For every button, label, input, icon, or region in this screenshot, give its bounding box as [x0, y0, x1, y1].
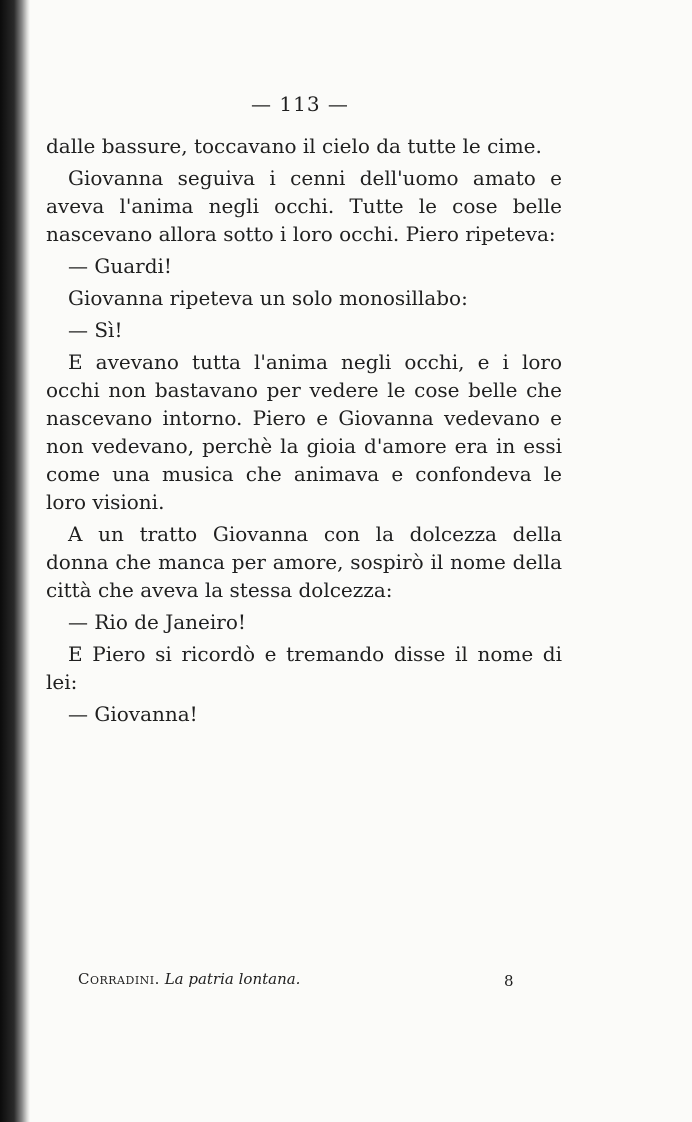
paragraph-10: — Giovanna!	[68, 702, 198, 726]
footer-citation	[78, 970, 528, 988]
paragraph-4: Giovanna ripeteva un solo monosillabo:	[68, 286, 468, 310]
footer-title: La patria lontana.	[164, 970, 301, 988]
body-text	[46, 132, 562, 728]
page-number: — 113 —	[251, 92, 349, 116]
signature-mark: 8	[504, 972, 514, 990]
book-spine-shadow	[0, 0, 30, 1122]
paragraph-1: dalle bassure, toccavano il cielo da tutte le cime.	[46, 134, 542, 158]
footer-author: Corradini.	[78, 970, 160, 988]
paragraph-7: A un tratto Giovanna con la dolcezza della donna che manca per amore, sospirò il nome della città che aveva la stessa dolcezza:	[46, 522, 562, 602]
paragraph-6: E avevano tutta l'anima negli occhi, e i loro occhi non bastavano per vedere le cose belle che nascevano intorno. Piero e Giovanna vedevano e non vedevano, perchè la gioia d'amore era in essi come una musica che animava e confondeva le loro visioni.	[46, 350, 562, 514]
paragraph-3: — Guardi!	[68, 254, 172, 278]
paragraph-8: — Rio de Janeiro!	[68, 610, 246, 634]
paragraph-5: — Sì!	[68, 318, 123, 342]
paragraph-2: Giovanna seguiva i cenni dell'uomo amato e aveva l'anima negli occhi. Tutte le cose belle nascevano allora sotto i loro occhi. Piero ripeteva:	[46, 166, 562, 246]
paragraph-9: E Piero si ricordò e tremando disse il nome di lei:	[46, 642, 562, 694]
